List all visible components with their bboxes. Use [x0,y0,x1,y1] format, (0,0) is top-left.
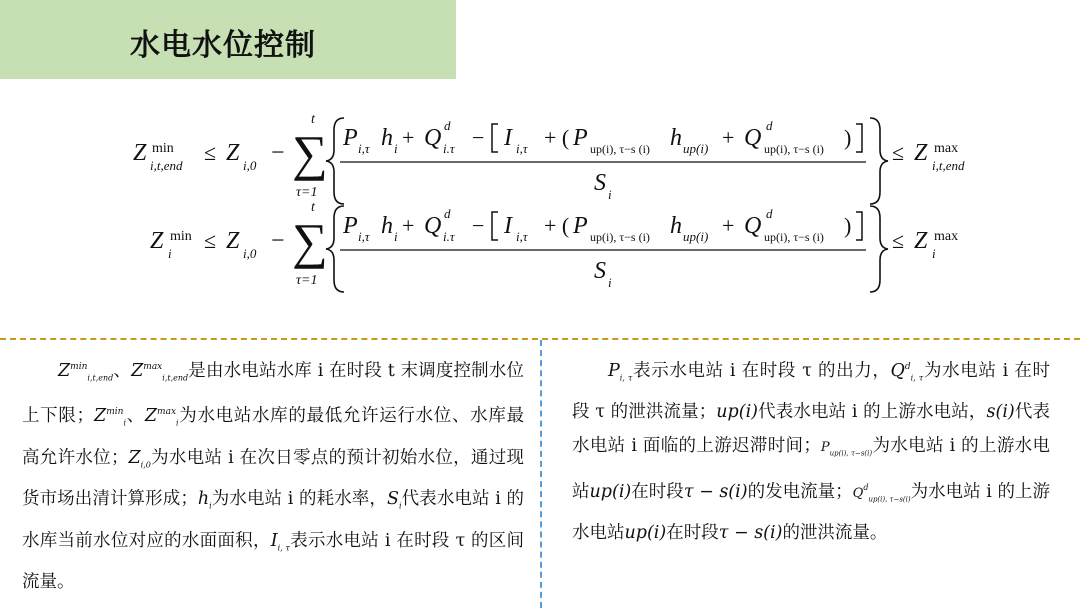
eq2-lhs: Z [150,228,164,254]
eq2-q2: Q [744,213,762,239]
eq2-denom: S [594,258,606,284]
eq2-leq: ≤ [204,228,217,253]
eq2-minus2: − [472,213,485,238]
eq1-z0-sub: i,0 [243,158,257,173]
eq1-leq: ≤ [204,140,217,165]
title-bar [0,0,456,79]
eq1-q-sub: i.τ [443,141,455,156]
right-text-5: 为水电站 i 的上游水电站 [572,436,1050,502]
eq2-z0: Z [226,228,240,254]
page-title: 水电水位控制 [130,28,316,63]
eq2-sum-top: t [311,200,315,215]
right-text-3: 代表水电站 i 的上游水电站， [758,402,987,423]
eq1-rhs-sub: i,t,end [932,158,965,173]
eq1-rhs-sup: max [934,141,959,156]
eq2-plus2: + ( [544,213,570,238]
right-text-1: 表示水电站 i 在时段 τ 的出力， [632,360,891,381]
left-text-1: 是由水电站水库 i 在时段 t 末调度控制水位上下限； [22,360,525,427]
left-text-5: 为水电站 i 的耗水率， [211,489,387,510]
left-text-3: 为水电站水库的最低允许运行水位、水库最高允许水位； [22,406,525,468]
eq1-leq2: ≤ [892,140,905,165]
right-text-10: 的泄洪流量。 [782,523,888,544]
eq1-minus: − [271,140,285,166]
eq1-left-brace [326,118,344,204]
eq2-h: h [381,213,393,239]
eq1-plus: + [402,125,415,150]
left-text-6: 代表水电站 i 的水库当前水位对应的水面面积， [22,489,524,551]
eq2-rhs-sup: max [934,229,959,244]
right-description: $P_{i, \tau}$表示水电站 i 在时段 τ 的出力，$Q^d_{i, \tau}$为水电站 i 在时段 τ 的泄洪流量；up(i)代表水电站 i 的上游水电站，s(i)代表水电站 i 面临的上游迟滞时间；$P_{up(i), \tau-s(i)}$为水电站 i 的上游水电站up(i)在时段τ − s(i)的发电流量；$Q^d_{up(i), \tau-s(i)}$为水电站 i 的上游水电站up(i)在时段τ − s(i)的泄洪流量。 [572,360,1051,544]
eq1-p: P [343,125,358,151]
right-text-8: 为水电站 i 的上游水电站 [572,481,1050,544]
equation-1 [133,112,965,204]
left-description: $Z^{min}_{i,t,end}$、$Z^{max}_{i,t,end}$是由水电站水库 i 在时段 t 末调度控制水位上下限；$Z^{min}_i$、$Z^{max}_i$为水电站水库的最低允许运行水位、水库最高允许水位；$Z_{i,0}$为水电站 i 在次日零点的预计初始水位，通过现货市场出清计算形成；$h_i$为水电站 i 的耗水率，$S_i$代表水电站 i 的水库当前水位对应的水面面积，$I_{i, \tau}$表示水电站 i 在时段 τ 的区间流量。 [22,360,525,593]
eq1-h: h [381,125,393,151]
eq2-lhs-sup: min [170,229,192,244]
eq2-p2-sub: up(i), τ−s (i) [590,230,650,244]
eq2-denom-sub: i [608,275,612,290]
eq1-q2: Q [744,125,762,151]
eq1-q-sup: d [444,118,451,133]
eq1-minus2: − [472,125,485,150]
eq1-p2: P [573,125,588,151]
eq2-rclose: ) [844,213,852,238]
eq1-lhs-sup: min [152,141,174,156]
eq1-h2-sub: up(i) [683,141,709,156]
left-text-7: 表示水电站 i 在时段 τ 的区间流量。 [22,530,524,593]
eq1-sum: ∑ [292,125,328,181]
eq2-i-sub: i,τ [516,229,528,244]
eq2-rhs: Z [914,228,928,254]
vertical-divider [540,340,542,608]
eq1-h-sub: i [394,141,398,156]
eq1-rhs: Z [914,140,928,166]
eq1-q2-sub: up(i), τ−s (i) [764,142,824,156]
eq2-rhs-sub: i [932,246,936,261]
eq1-lbracket [492,124,498,152]
equation-2 [150,200,958,292]
eq2-q2-sup: d [766,206,773,221]
eq1-q2-sup: d [766,118,773,133]
eq1-sum-top: t [311,112,315,127]
eq1-z0: Z [226,140,240,166]
eq2-h-sub: i [394,229,398,244]
eq2-p: P [343,213,358,239]
eq1-h2: h [670,125,682,151]
eq2-sum: ∑ [292,213,328,269]
eq1-denom-sub: i [608,187,612,202]
eq1-right-brace [870,118,888,204]
right-text-4: 代表水电站 i 面临的上游迟滞时间； [572,402,1050,457]
eq1-p-sub: i,τ [358,141,370,156]
right-text-7: 的发电流量； [747,481,853,502]
left-text-4: 为水电站 i 在次日零点的预计初始水位，通过现货市场出清计算形成； [22,447,524,510]
eq2-i: I [504,213,512,239]
eq1-rclose: ) [844,125,852,150]
eq2-p2: P [573,213,588,239]
eq2-minus: − [271,228,285,254]
eq2-q2-sub: up(i), τ−s (i) [764,230,824,244]
formula-block [0,90,1080,310]
eq1-lhs-sub: i,t,end [150,158,183,173]
eq2-p-sub: i,τ [358,229,370,244]
eq2-sum-bottom: τ=1 [296,273,318,288]
eq2-right-brace [870,206,888,292]
eq2-z0-sub: i,0 [243,246,257,261]
eq2-plus: + [402,213,415,238]
eq1-denom: S [594,170,606,196]
eq1-plus2: + ( [544,125,570,150]
eq2-lbracket [492,212,498,240]
eq2-q-sub: i.τ [443,229,455,244]
eq2-rbracket [856,212,862,240]
eq1-q: Q [424,125,442,151]
eq2-leq2: ≤ [892,228,905,253]
eq2-plus3: + [722,213,735,238]
right-text-2: 为水电站 i 在时段 τ 的泄洪流量； [572,360,1051,423]
eq2-h2-sub: up(i) [683,229,709,244]
eq2-q: Q [424,213,442,239]
eq2-left-brace [326,206,344,292]
eq1-p2-sub: up(i), τ−s (i) [590,142,650,156]
eq1-lhs: Z [133,140,147,166]
eq1-rbracket [856,124,862,152]
eq1-sum-bottom: τ=1 [296,185,318,200]
eq1-plus3: + [722,125,735,150]
eq2-q-sup: d [444,206,451,221]
eq1-i: I [504,125,512,151]
eq1-i-sub: i,τ [516,141,528,156]
eq2-h2: h [670,213,682,239]
eq2-lhs-sub: i [168,246,172,261]
